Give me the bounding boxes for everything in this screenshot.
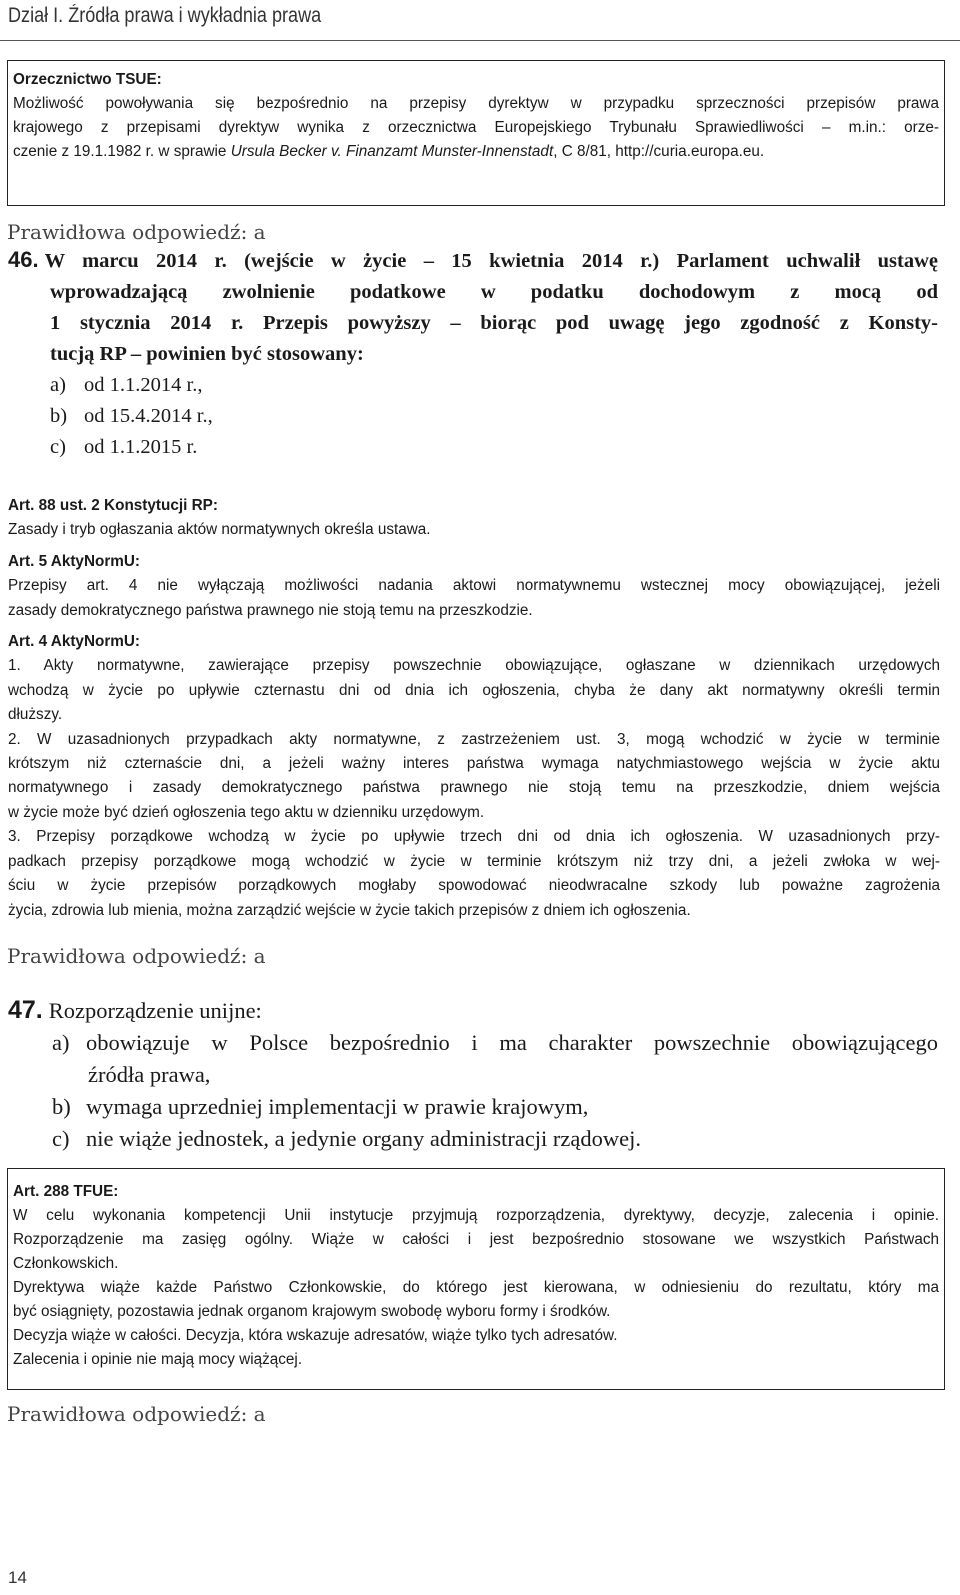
- question-line: tucją RP – powinien być stosowany:: [50, 343, 364, 365]
- box-text: czenie z 19.1.1982 r. w sprawie: [13, 143, 231, 160]
- box-line: Dyrektywa wiąże każde Państwo Członkowskie, do którego jest kierowana, w odniesieniu do rezultatu, który ma: [13, 1279, 939, 1296]
- correct-answer: Prawidłowa odpowiedź: a: [7, 944, 266, 968]
- question-line: 1 stycznia 2014 r. Przepis powyższy – biorąc pod uwagę jego zgodność z Konsty-: [50, 312, 938, 334]
- question-text: Rozporządzenie unijne:: [48, 998, 262, 1023]
- box-line: Możliwość powoływania się bezpośrednio na przepisy dyrektyw w przypadku sprzeczności przepisów prawa: [13, 95, 939, 112]
- question-text: W marcu 2014 r. (wejście w życie – 15 kwietnia 2014 r.) Parlament uchwalił ustawę: [44, 250, 938, 272]
- option-b: [8, 1091, 938, 1123]
- box-line: Decyzja wiąże w całości. Decyzja, która wskazuje adresatów, wiąże tylko tych adresatów.: [13, 1327, 618, 1344]
- article-text: dłuższy.: [8, 706, 63, 724]
- option-letter: a): [52, 1030, 70, 1055]
- option-text: od 1.1.2015 r.: [84, 436, 198, 458]
- option-b: [8, 401, 938, 432]
- box-text: , C 8/81, http://curia.europa.eu.: [553, 143, 765, 160]
- option-a-continued: źródła prawa,: [88, 1062, 211, 1087]
- option-text: obowiązuje w Polsce bezpośrednio i ma charakter powszechnie obowiązującego: [86, 1030, 938, 1055]
- box-line: być osiągnięty, pozostawia jednak organom krajowym swobodę wyboru formy i środków.: [13, 1303, 611, 1320]
- case-law-box: [7, 60, 945, 206]
- question-line: [8, 994, 938, 1027]
- option-text: od 15.4.2014 r.,: [84, 405, 213, 427]
- option-letter: b): [52, 1094, 71, 1119]
- question-number: 47.: [8, 996, 43, 1024]
- option-a: [8, 1027, 938, 1059]
- legal-basis-46: [8, 494, 940, 923]
- case-name: Ursula Becker v. Finanzamt Munster-Innenstadt: [230, 143, 554, 160]
- option-text: wymaga uprzedniej implementacji w prawie krajowym,: [86, 1094, 589, 1119]
- box-line: Zalecenia i opinie nie mają mocy wiążącej.: [13, 1351, 303, 1368]
- box-title: Art. 288 TFUE:: [13, 1183, 119, 1200]
- article-text: 2. W uzasadnionych przypadkach akty normatywne, z zastrzeżeniem ust. 3, mogą wchodzić w życie w terminie: [8, 730, 940, 748]
- question-line: [8, 244, 938, 277]
- box-line-last: [13, 140, 939, 164]
- option-text: od 1.1.2014 r.,: [84, 374, 203, 396]
- box-line: W celu wykonania kompetencji Unii instytucje przyjmują rozporządzenia, dyrektywy, decyzje, zalecenia i opinie.: [13, 1207, 939, 1224]
- option-letter: a): [50, 374, 66, 396]
- article-text: życia, zdrowia lub mienia, można zarządzić wejście w życie takich przepisów z dniem ich ogłoszenia.: [8, 901, 691, 919]
- box-line: Członkowskich.: [13, 1255, 119, 1272]
- article-text: Zasady i tryb ogłaszania aktów normatywnych określa ustawa.: [8, 521, 431, 539]
- option-c: [8, 1123, 938, 1155]
- correct-answer: Prawidłowa odpowiedź: a: [7, 220, 266, 244]
- article-title: Art. 5 AktyNormU:: [8, 552, 141, 570]
- question-46: [8, 244, 938, 463]
- option-letter: b): [50, 405, 68, 427]
- option-text: nie wiąże jednostek, a jedynie organy administracji rządowej.: [86, 1126, 642, 1151]
- article-title: Art. 4 AktyNormU:: [8, 633, 141, 651]
- question-number: 46.: [8, 247, 39, 272]
- box-line: krajowego z przepisami dyrektyw wynika z orzecznictwa Europejskiego Trybunału Sprawiedliwości – m.in.: orze-: [13, 119, 939, 136]
- option-c: [8, 432, 938, 463]
- article-text: Przepisy art. 4 nie wyłączają możliwości nadania aktowi normatywnemu wstecznej mocy obowiązującej, jeżeli: [8, 577, 940, 595]
- tfue-article-box: [7, 1168, 945, 1390]
- option-a: [8, 370, 938, 401]
- question-line: wprowadzającą zwolnienie podatkowe w podatku dochodowym z mocą od: [50, 281, 938, 303]
- article-text: ściu w życie przepisów porządkowych mogłaby spowodować nieodwracalne szkody lub poważne zagrożenia: [8, 877, 940, 895]
- article-text: krótszym niż czternaście dni, a jeżeli ważny interes państwa wymaga natychmiastowego wejścia w życie aktu: [8, 755, 940, 773]
- article-text: wchodzą w życie po upływie czternastu dni od dnia ich ogłoszenia, chyba że dany akt normatywny określi termin: [8, 681, 940, 699]
- option-letter: c): [52, 1126, 70, 1151]
- box-line: Rozporządzenie ma zasięg ogólny. Wiąże w całości i jest bezpośrednio stosowane we wszystkich Państwach: [13, 1231, 939, 1248]
- option-letter: c): [50, 436, 66, 458]
- page-number: 14: [8, 1568, 27, 1587]
- article-text: 3. Przepisy porządkowe wchodzą w życie po upływie trzech dni od dnia ich ogłoszenia. W uzasadnionych przy-: [8, 828, 940, 846]
- running-header: Dział I. Źródła prawa i wykładnia prawa: [8, 4, 322, 27]
- question-47: [8, 994, 938, 1155]
- article-text: 1. Akty normatywne, zawierające przepisy powszechnie obowiązujące, ogłaszane w dziennikach urzędowych: [8, 657, 940, 675]
- article-text: normatywnego i zasady demokratycznego państwa prawnego nie stoją temu na przeszkodzie, dniem wejścia: [8, 779, 940, 797]
- header-rule: [0, 40, 960, 41]
- article-text: zasady demokratycznego państwa prawnego nie stoją temu na przeszkodzie.: [8, 601, 533, 619]
- article-title: Art. 88 ust. 2 Konstytucji RP:: [8, 497, 218, 514]
- correct-answer: Prawidłowa odpowiedź: a: [7, 1402, 266, 1426]
- article-text: padkach przepisy porządkowe mogą wchodzić w życie w terminie krótszym niż trzy dni, a jeżeli zwłoka w wej-: [8, 852, 940, 870]
- article-text: w życie może być dzień ogłoszenia tego aktu w dzienniku urzędowym.: [8, 803, 485, 821]
- box-title: Orzecznictwo TSUE:: [13, 71, 162, 88]
